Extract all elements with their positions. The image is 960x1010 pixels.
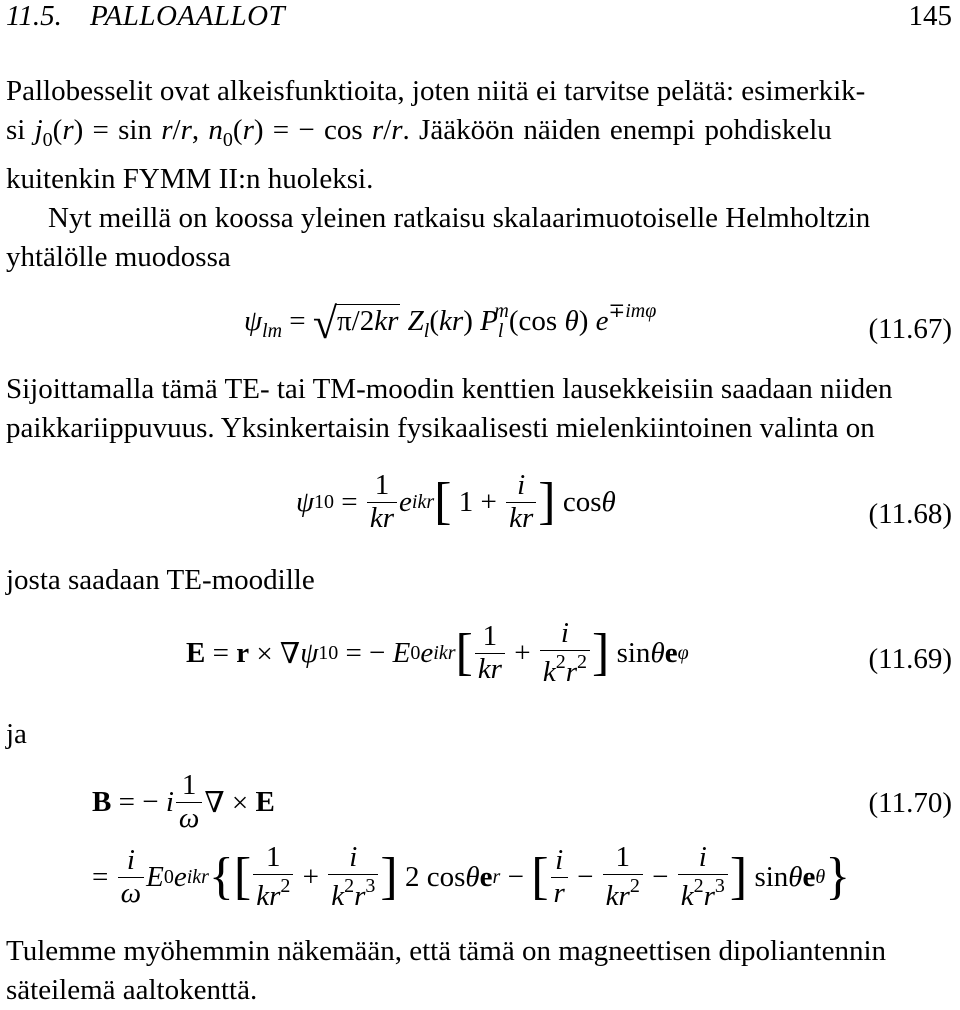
paragraph-3-line-2: paikkariippuvuus. Yksinkertaisin fysikaalisesti mielenkiintoinen valinta on [6,412,875,444]
equation-number-11-70: (11.70) [868,787,952,819]
paragraph-6 [6,932,956,1010]
equation-11-68: ψ 10 = $\frac{1}{kr}$ e ikr [ 1 + $\frac{i}{kr}$ ] cos θ [296,469,616,534]
equation-11-69: E = r × ∇ ψ 10 = − E 0 e ikr [ $\frac{1}{kr}$ + $\frac{i}{k^2r^2}$ ] sin θ e φ [186,617,689,688]
equation-11-67: $\psi_{lm} = √\pi/2kr$ $Z_l(kr)$ $P_l^m(\cos$ θ) $e^{\mp im\varphi}$ [244,299,657,348]
equation-number-11-67: (11.67) [868,313,952,345]
paragraph-3-line-1: Sijoittamalla tämä TE- tai TM-moodin kenttien lausekkeisiin saadaan niiden [6,373,893,405]
paragraph-2-line-1: Nyt meillä on koossa yleinen ratkaisu skalaarimuotoiselle Helmholtzin [48,202,871,234]
paragraph-5: ja [6,718,27,750]
equation-11-70-line-2: = $\frac{i}{\omega}$ E 0 e ikr { [ $\frac{1}{kr^2}$ + $\frac{i}{k^2r^3}$ ] 2 cos θ e r − [ $\frac{i}{r}$ − $\frac{1}{kr^2}$ − $\frac{i}{k^2r^3}$ ] sin θ e θ } [92,841,851,912]
paragraph-4: josta saadaan TE-moodille [6,564,315,596]
paragraph-2 [6,199,956,277]
paragraph-6-line-2: säteilemä aaltokenttä. [6,974,258,1006]
paragraph-2-line-2: yhtälölle muodossa [6,241,231,273]
paragraph-1-line-3: kuitenkin FYMM II:n huoleksi. [6,163,374,195]
paragraph-1-line-1: Pallobesselit ovat alkeisfunktioita, joten niitä ei tarvitse pelätä: esimerkik- [6,75,866,107]
paragraph-3 [6,370,956,448]
paragraph-1-line-2: si $j_0(r) = \sin r/r$, $n_0(r)$ = − cos r/r. Jääköön näiden enempi pohdiskelu [6,114,832,151]
equation-11-70-line-1: B = − i $\frac{1}{\omega}$ ∇ × E [92,769,275,834]
paragraph-1 [6,72,956,199]
paragraph-6-line-1: Tulemme myöhemmin näkemään, että tämä on magneettisen dipoliantennin [6,935,886,967]
equation-number-11-69: (11.69) [868,643,952,675]
page-number: 145 [908,0,952,32]
section-title: PALLOAALLOT [90,0,286,32]
section-number: 11.5. [6,0,62,32]
equation-number-11-68: (11.68) [868,498,952,530]
